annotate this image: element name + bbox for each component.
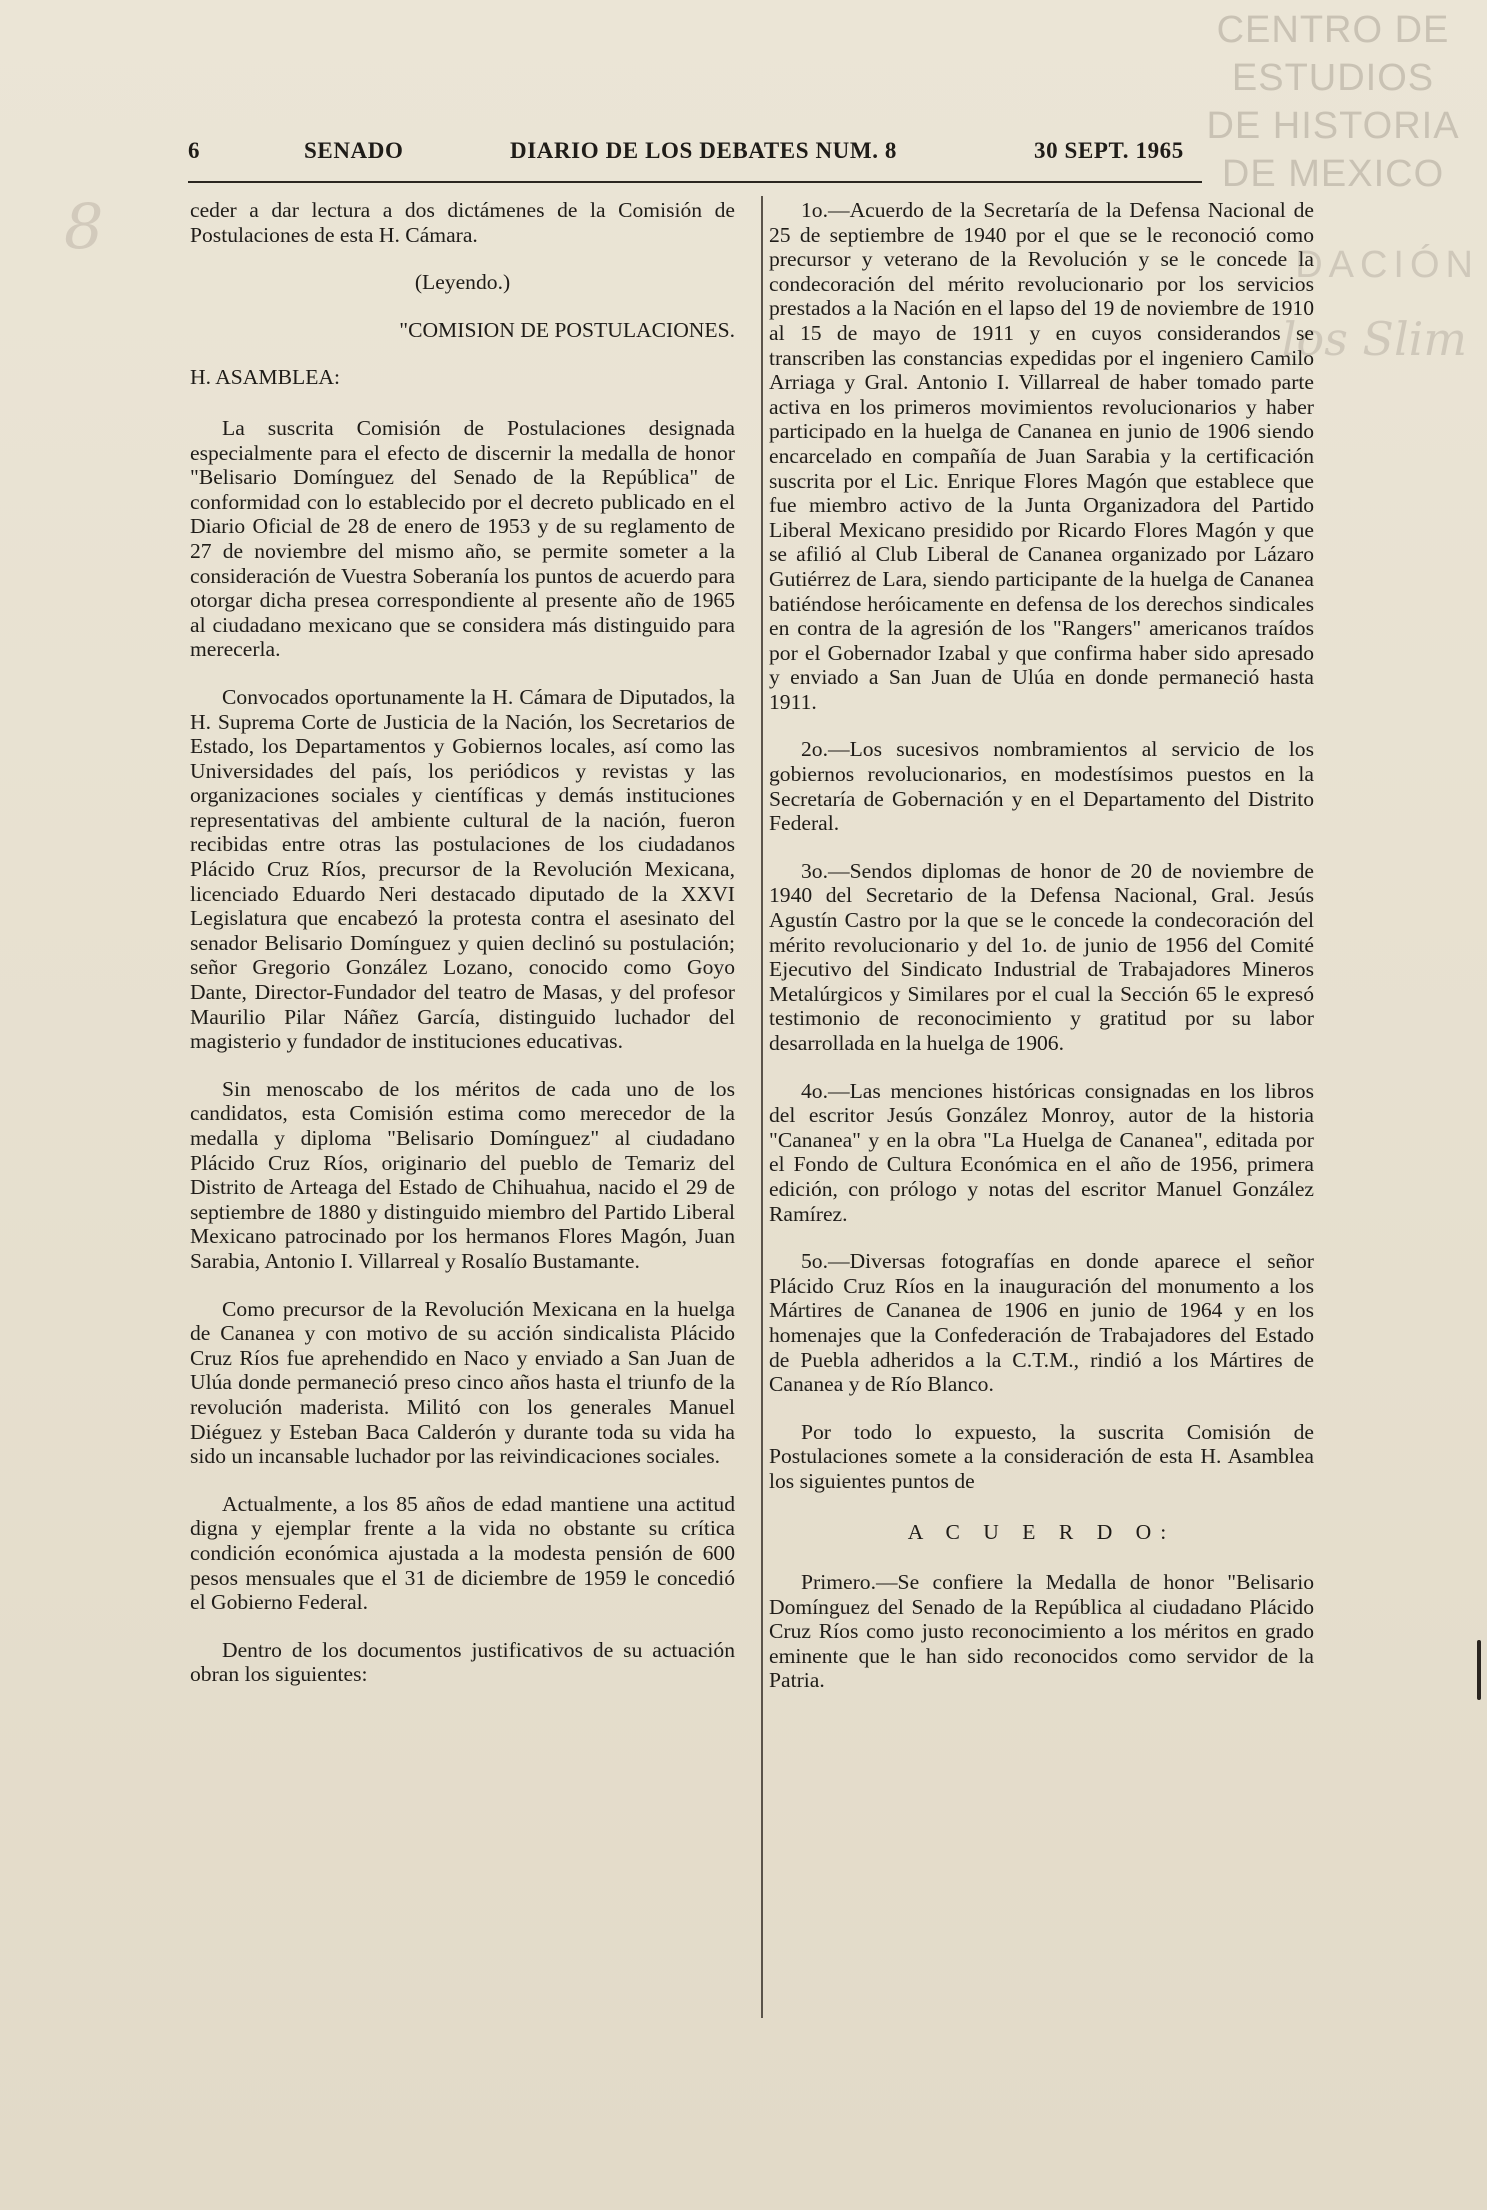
publication-title: DIARIO DE LOS DEBATES NUM. 8 [510, 138, 897, 163]
edge-mark [1477, 1640, 1481, 1700]
paragraph: 2o.—Los sucesivos nombramientos al servicio de los gobiernos revolucionarios, en modestísimos puestos en la Secretaría de Gobernación y en el Departamento del Distrito Federal. [769, 737, 1314, 836]
paragraph: 5o.—Diversas fotografías en donde aparece el señor Plácido Cruz Ríos en la inauguración del monumento a los Mártires de Cananea de 1906 en junio de 1964 y en los homenajes que la Confederación de Trabajadores del Estado de Puebla adheridos a la C.T.M., rindió a los Mártires de Cananea y de Río Blanco. [769, 1249, 1314, 1397]
paragraph: ceder a dar lectura a dos dictámenes de la Comisión de Postulaciones de esta H. Cámara. [190, 198, 735, 247]
watermark-foundation: DACIÓN [1295, 244, 1479, 286]
paragraph: 3o.—Sendos diplomas de honor de 20 de noviembre de 1940 del Secretario de la Defensa Nacional, Gral. Jesús Agustín Castro por la que se le concede la condecoración del mérito revolucionario y del 1o. de junio de 1956 del Comité Ejecutivo del Sindicato Industrial de Trabajadores Mineros Metalúrgicos y Similares por el cual la Sección 65 le expresó testimonio de reconocimiento y gratitud por su labor desarrollada en la huelga de 1906. [769, 858, 1314, 1055]
paragraph: 1o.—Acuerdo de la Secretaría de la Defensa Nacional de 25 de septiembre de 1940 por el que se le reconoció como precursor y veterano de la Revolución y se le concede la condecoración del mérito revolucionario por los servicios prestados a la Nación en el lapso del 19 de noviembre de 1910 al 15 de mayo de 1911 y en cuyos considerandos se transcriben las constancias expedidas por el ingeniero Camilo Arriaga y Gral. Antonio I. Villarreal de haber tomado parte activa en los primeros movimientos revolucionarios y haber participado en la huelga de Cananea en junio de 1906 siendo encarcelado en compañía de Juan Sarabia y la certificación suscrita por el Lic. Enrique Flores Magón que establece que fue miembro activo de la Junta Organizadora del Partido Liberal Mexicano presidido por Ricardo Flores Magón y que se afilió al Club Liberal de Cananea organizado por Lázaro Gutiérrez de Lara, siendo participante de la huelga de Cananea batiéndose heróicamente en defensa de los derechos sindicales en contra de la agresión de los "Rangers" americanos traídos por el Gobernador Izabal y que confirma haber sido apresado y enviado a San Juan de Ulúa en donde permaneció hasta 1911. [769, 198, 1314, 714]
column-divider [761, 196, 763, 2018]
page-header [188, 138, 1202, 174]
watermark-line: CENTRO DE [1216, 9, 1450, 51]
paragraph: La suscrita Comisión de Postulaciones designada especialmente para el efecto de discernir la medalla de honor "Belisario Domínguez del Senado de la República" de conformidad con lo establecido por el decreto publicado en el Diario Oficial de 28 de enero de 1953 y de su reglamento de 27 de noviembre del mismo año, se permite someter a la consideración de Vuestra Soberanía los puntos de acuerdo para otorgar dicha presea correspondiente al presente año de 1965 al ciudadano mexicano que se considera más distinguido para merecerla. [190, 415, 735, 662]
chamber-name: SENADO [304, 138, 404, 163]
watermark-line: DE HISTORIA [1206, 105, 1460, 147]
watermark-line: ESTUDIOS [1231, 57, 1435, 99]
right-column [769, 198, 1314, 1716]
paragraph: Sin menoscabo de los méritos de cada uno de los candidatos, esta Comisión estima como merecedor de la medalla y diploma "Belisario Domínguez" al ciudadano Plácido Cruz Ríos, originario del pueblo de Temariz del Distrito de Arteaga del Estado de Chihuahua, nacido el 29 de septiembre de 1880 y distinguido miembro del Partido Liberal Mexicano patrocinado por los hermanos Flores Magón, Juan Sarabia, Antonio I. Villarreal y Rosalío Bustamante. [190, 1076, 735, 1273]
paragraph: Dentro de los documentos justificativos de su actuación obran los siguientes: [190, 1637, 735, 1687]
stage-note: (Leyendo.) [414, 270, 511, 295]
archive-watermark [1193, 6, 1473, 198]
header-rule [188, 181, 1202, 183]
paragraph: 4o.—Las menciones históricas consignadas en los libros del escritor Jesús González Monroy, autor de la historia "Cananea" y en la obra "La Huelga de Cananea", editada por el Fondo de Cultura Económica en el año de 1956, primera edición, con prólogo y notas del escritor Manuel González Ramírez. [769, 1078, 1314, 1226]
salutation: H. ASAMBLEA: [190, 365, 340, 390]
watermark-line: DE MEXICO [1221, 153, 1445, 195]
paragraph: Por todo lo expuesto, la suscrita Comisión de Postulaciones somete a la consideración de esta H. Asamblea los siguientes puntos de [769, 1419, 1314, 1493]
paragraph: Primero.—Se confiere la Medalla de honor "Belisario Domínguez del Senado de la República al ciudadano Plácido Cruz Ríos como justo reconocimiento a los méritos en grado eminente que le han sido reconocidos como servidor de la Patria. [769, 1570, 1314, 1693]
paragraph: Como precursor de la Revolución Mexicana en la huelga de Cananea y con motivo de su acción sindicalista Plácido Cruz Ríos fue aprehendido en Naco y enviado a San Juan de Ulúa donde permaneció preso cinco años hasta el triunfo de la revolución maderista. Militó con los generales Manuel Diéguez y Esteban Baca Calderón y durante toda su vida ha sido un incansable luchador por las reivindicaciones sociales. [190, 1296, 735, 1469]
paragraph: Actualmente, a los 85 años de edad mantiene una actitud digna y ejemplar frente a la vida no obstante su crítica condición económica ajustada a la modesta pensión de 600 pesos mensuales que el 31 de diciembre de 1959 le concedió el Gobierno Federal. [190, 1491, 735, 1615]
paragraph: Convocados oportunamente la H. Cámara de Diputados, la H. Suprema Corte de Justicia de la Nación, los Secretarios de Estado, los Departamentos y Gobiernos locales, así como las Universidades del país, los periódicos y revistas y las organizaciones sociales y científicas y demás instituciones representativas del ambiente cultural de la nación, fueron recibidas entre otras las postulaciones de los ciudadanos Plácido Cruz Ríos, precursor de la Revolución Mexicana, licenciado Eduardo Neri destacado diputado de la XXVI Legislatura que encabezó la protesta contra el asesinato del senador Belisario Domínguez y quien declinó su postulación; señor Gregorio González Lozano, conocido como Goyo Dante, Director-Fundador del teatro de Masas, y del profesor Maurilio Pilar Náñez García, distinguido luchador del magisterio y fundador de instituciones educativas. [190, 684, 735, 1054]
committee-title: "COMISION DE POSTULACIONES. [399, 317, 735, 342]
pencil-margin-mark: 8 [64, 190, 104, 263]
acuerdo-heading: A C U E R D O: [907, 1519, 1176, 1544]
page-number: 6 [188, 138, 201, 163]
left-column [190, 198, 735, 1710]
watermark-signature: los Slim [1281, 312, 1467, 366]
issue-date: 30 SEPT. 1965 [1034, 138, 1184, 163]
